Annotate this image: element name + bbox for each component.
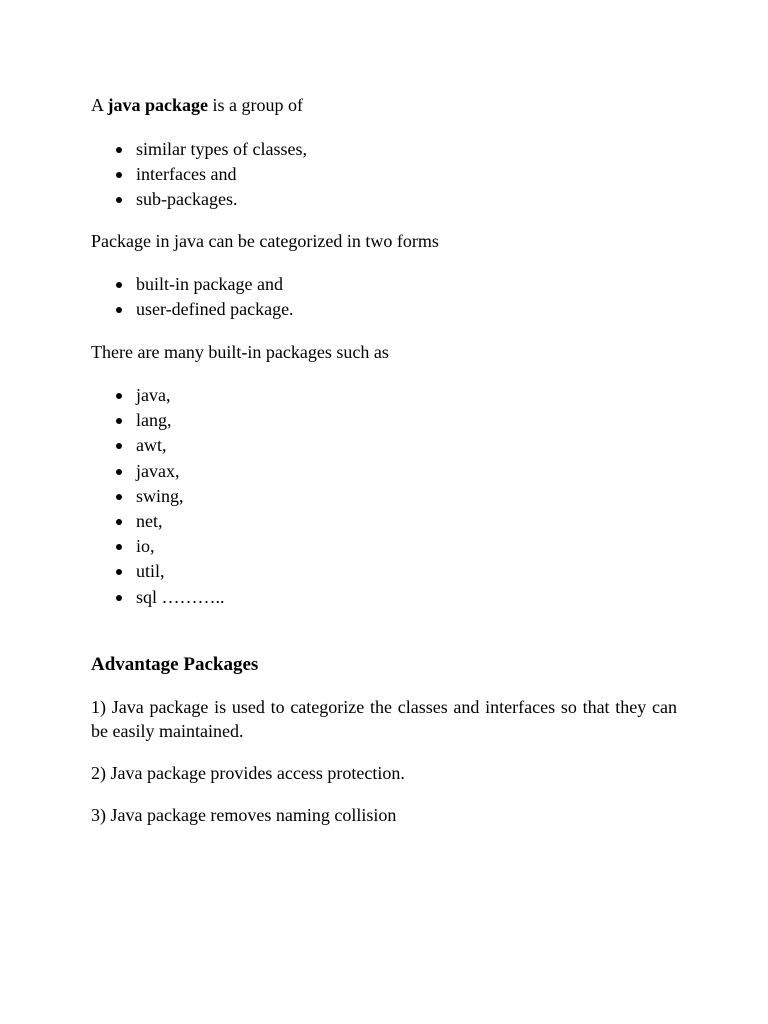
bullet-icon <box>116 569 122 575</box>
bullet-icon <box>116 418 122 424</box>
intro-term: java package <box>107 95 209 115</box>
bullet-icon <box>116 393 122 399</box>
document-page: A java package is a group of similar types of classes, interfaces and sub-packages. Package in java can be categorized in two forms built-in package and user-defined package. There are many built-in packages such as java, lang, awt, javax, swing, net, io, util, sql ……….. Advantage Packages 1) Java package is used to categorize the classes and interfaces so that they can be easily maintained. 2) Java package provides access protection. 3) Java package removes naming collision <box>91 95 677 825</box>
bullet-icon <box>116 519 122 525</box>
bullet-icon <box>116 172 122 178</box>
advantages-heading: Advantage Packages <box>91 654 259 675</box>
bullet-icon <box>116 307 122 313</box>
intro-paragraph <box>91 93 303 117</box>
advantage-point: 3) Java package removes naming collision <box>91 805 397 825</box>
bullet-icon <box>116 197 122 203</box>
bullet-icon <box>116 544 122 550</box>
bullet-icon <box>116 282 122 288</box>
builtin-paragraph: There are many built-in packages such as <box>91 342 389 362</box>
intro-prefix: A <box>91 95 104 115</box>
categories-paragraph: Package in java can be categorized in two forms <box>91 231 439 251</box>
advantage-point: 1) Java package is used to categorize the classes and interfaces so that they can be easily maintained. <box>91 697 677 741</box>
bullet-icon <box>116 443 122 449</box>
bullet-icon <box>116 494 122 500</box>
bullet-icon <box>116 147 122 153</box>
advantage-point: 2) Java package provides access protection. <box>91 763 405 783</box>
intro-suffix: is a group of <box>212 95 303 115</box>
bullet-icon <box>116 595 122 601</box>
bullet-icon <box>116 469 122 475</box>
